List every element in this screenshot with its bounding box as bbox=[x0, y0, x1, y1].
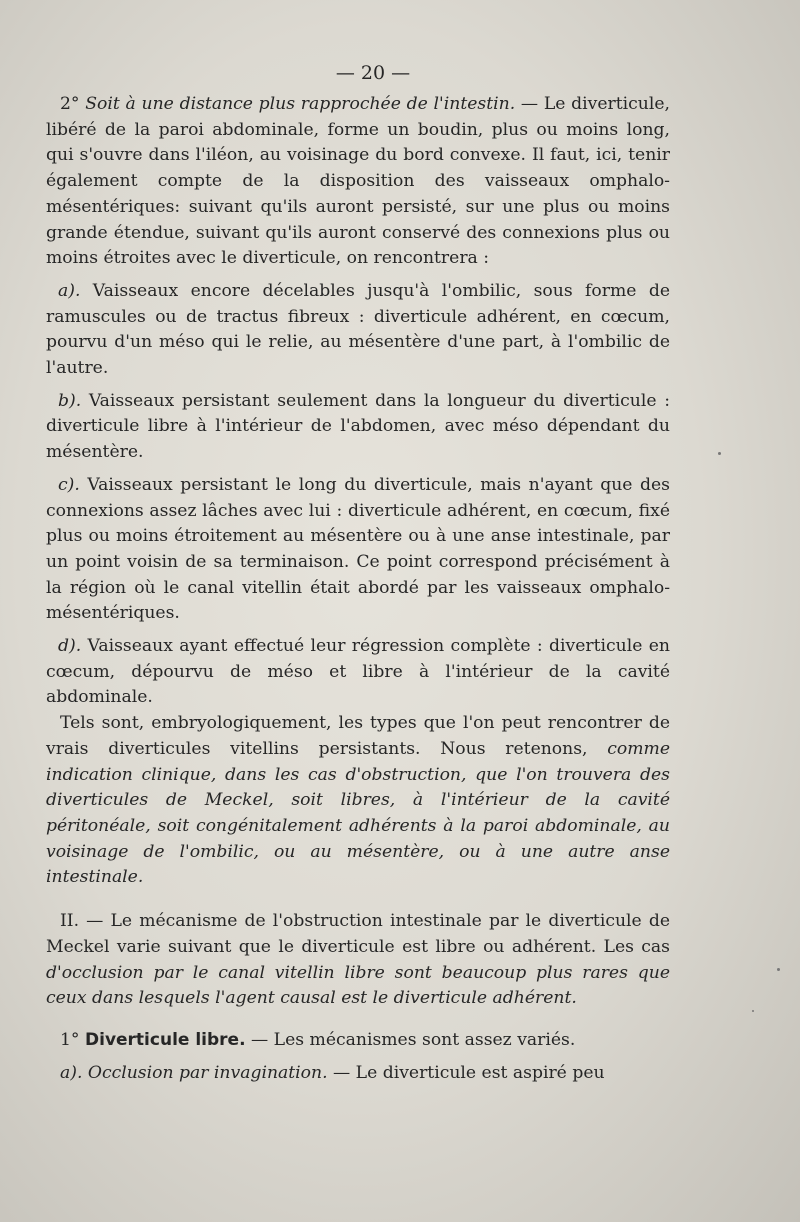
ink-speck bbox=[777, 968, 780, 971]
paragraph-invagination: a). Occlusion par invagination. — Le diverticule est aspiré peu bbox=[60, 1062, 605, 1083]
paragraph-c: c). Vaisseaux persistant le long du diverticule, mais n'ayant que des connexions assez lâches avec lui : diverticule adhérent, en cœcum, fixé plus ou moins étroitement au mésentère ou à une anse intestinale, par un point voisin de sa terminaison. Ce point correspond précisément à la région où le canal vitellin était abordé par les vaisseaux omphalo-mésentériques. bbox=[46, 474, 670, 624]
paragraph-free-diverticulum: 1° Diverticule libre. — Les mécanismes sont assez variés. bbox=[60, 1029, 576, 1050]
ink-speck bbox=[718, 452, 721, 455]
paragraph-2: 2° Soit à une distance plus rapprochée de l'intestin. — Le diverticule, libéré de la paroi abdominale, forme un boudin, plus ou moins long, qui s'ouvre dans l'iléon, au voisinage du bord convexe. Il faut, ici, tenir également compte de la disposition des vaisseaux omphalo-mésentériques: suivant qu'ils auront persisté, sur une plus ou moins grande étendue, suivant qu'ils auront conservé des connexions plus ou moins étroites avec le diverticule, on rencontrera : bbox=[46, 94, 670, 269]
page-number: — 20 — bbox=[335, 62, 411, 84]
ink-speck bbox=[752, 1010, 754, 1012]
paragraph-d: d). Vaisseaux ayant effectué leur régression complète : diverticule en cœcum, dépourvu de méso et libre à l'intérieur de la cavité abdominale. bbox=[46, 636, 670, 708]
paragraph-a: a). Vaisseaux encore décelables jusqu'à l'ombilic, sous forme de ramuscules ou de tractus fibreux : diverticule adhérent, en cœcum, pourvu d'un méso qui le relie, au mésentère d'une part, à l'ombilic de l'autre. bbox=[46, 280, 670, 379]
page-text bbox=[46, 58, 670, 1086]
paragraph-b: b). Vaisseaux persistant seulement dans la longueur du diverticule : diverticule libre à l'intérieur de l'abdomen, avec méso dépendant du mésentère. bbox=[46, 390, 670, 463]
paragraph-summary: Tels sont, embryologiquement, les types que l'on peut rencontrer de vrais diverticules vitellins persistants. Nous retenons, comme indication clinique, dans les cas d'obstruction, que l'on trouvera des diverticules de Meckel, soit libres, à l'intérieur de la cavité péritonéale, soit congénitalement adhérents à la paroi abdominale, au voisinage de l'ombilic, ou au mésentère, ou à une autre anse intestinale. bbox=[46, 713, 670, 888]
paragraph-ii: II. — Le mécanisme de l'obstruction intestinale par le diverticule de Meckel varie suivant que le diverticule est libre ou adhérent. Les cas d'occlusion par le canal vitellin libre sont beaucoup plus rares que ceux dans lesquels l'agent causal est le diverticule adhérent. bbox=[46, 911, 670, 1009]
